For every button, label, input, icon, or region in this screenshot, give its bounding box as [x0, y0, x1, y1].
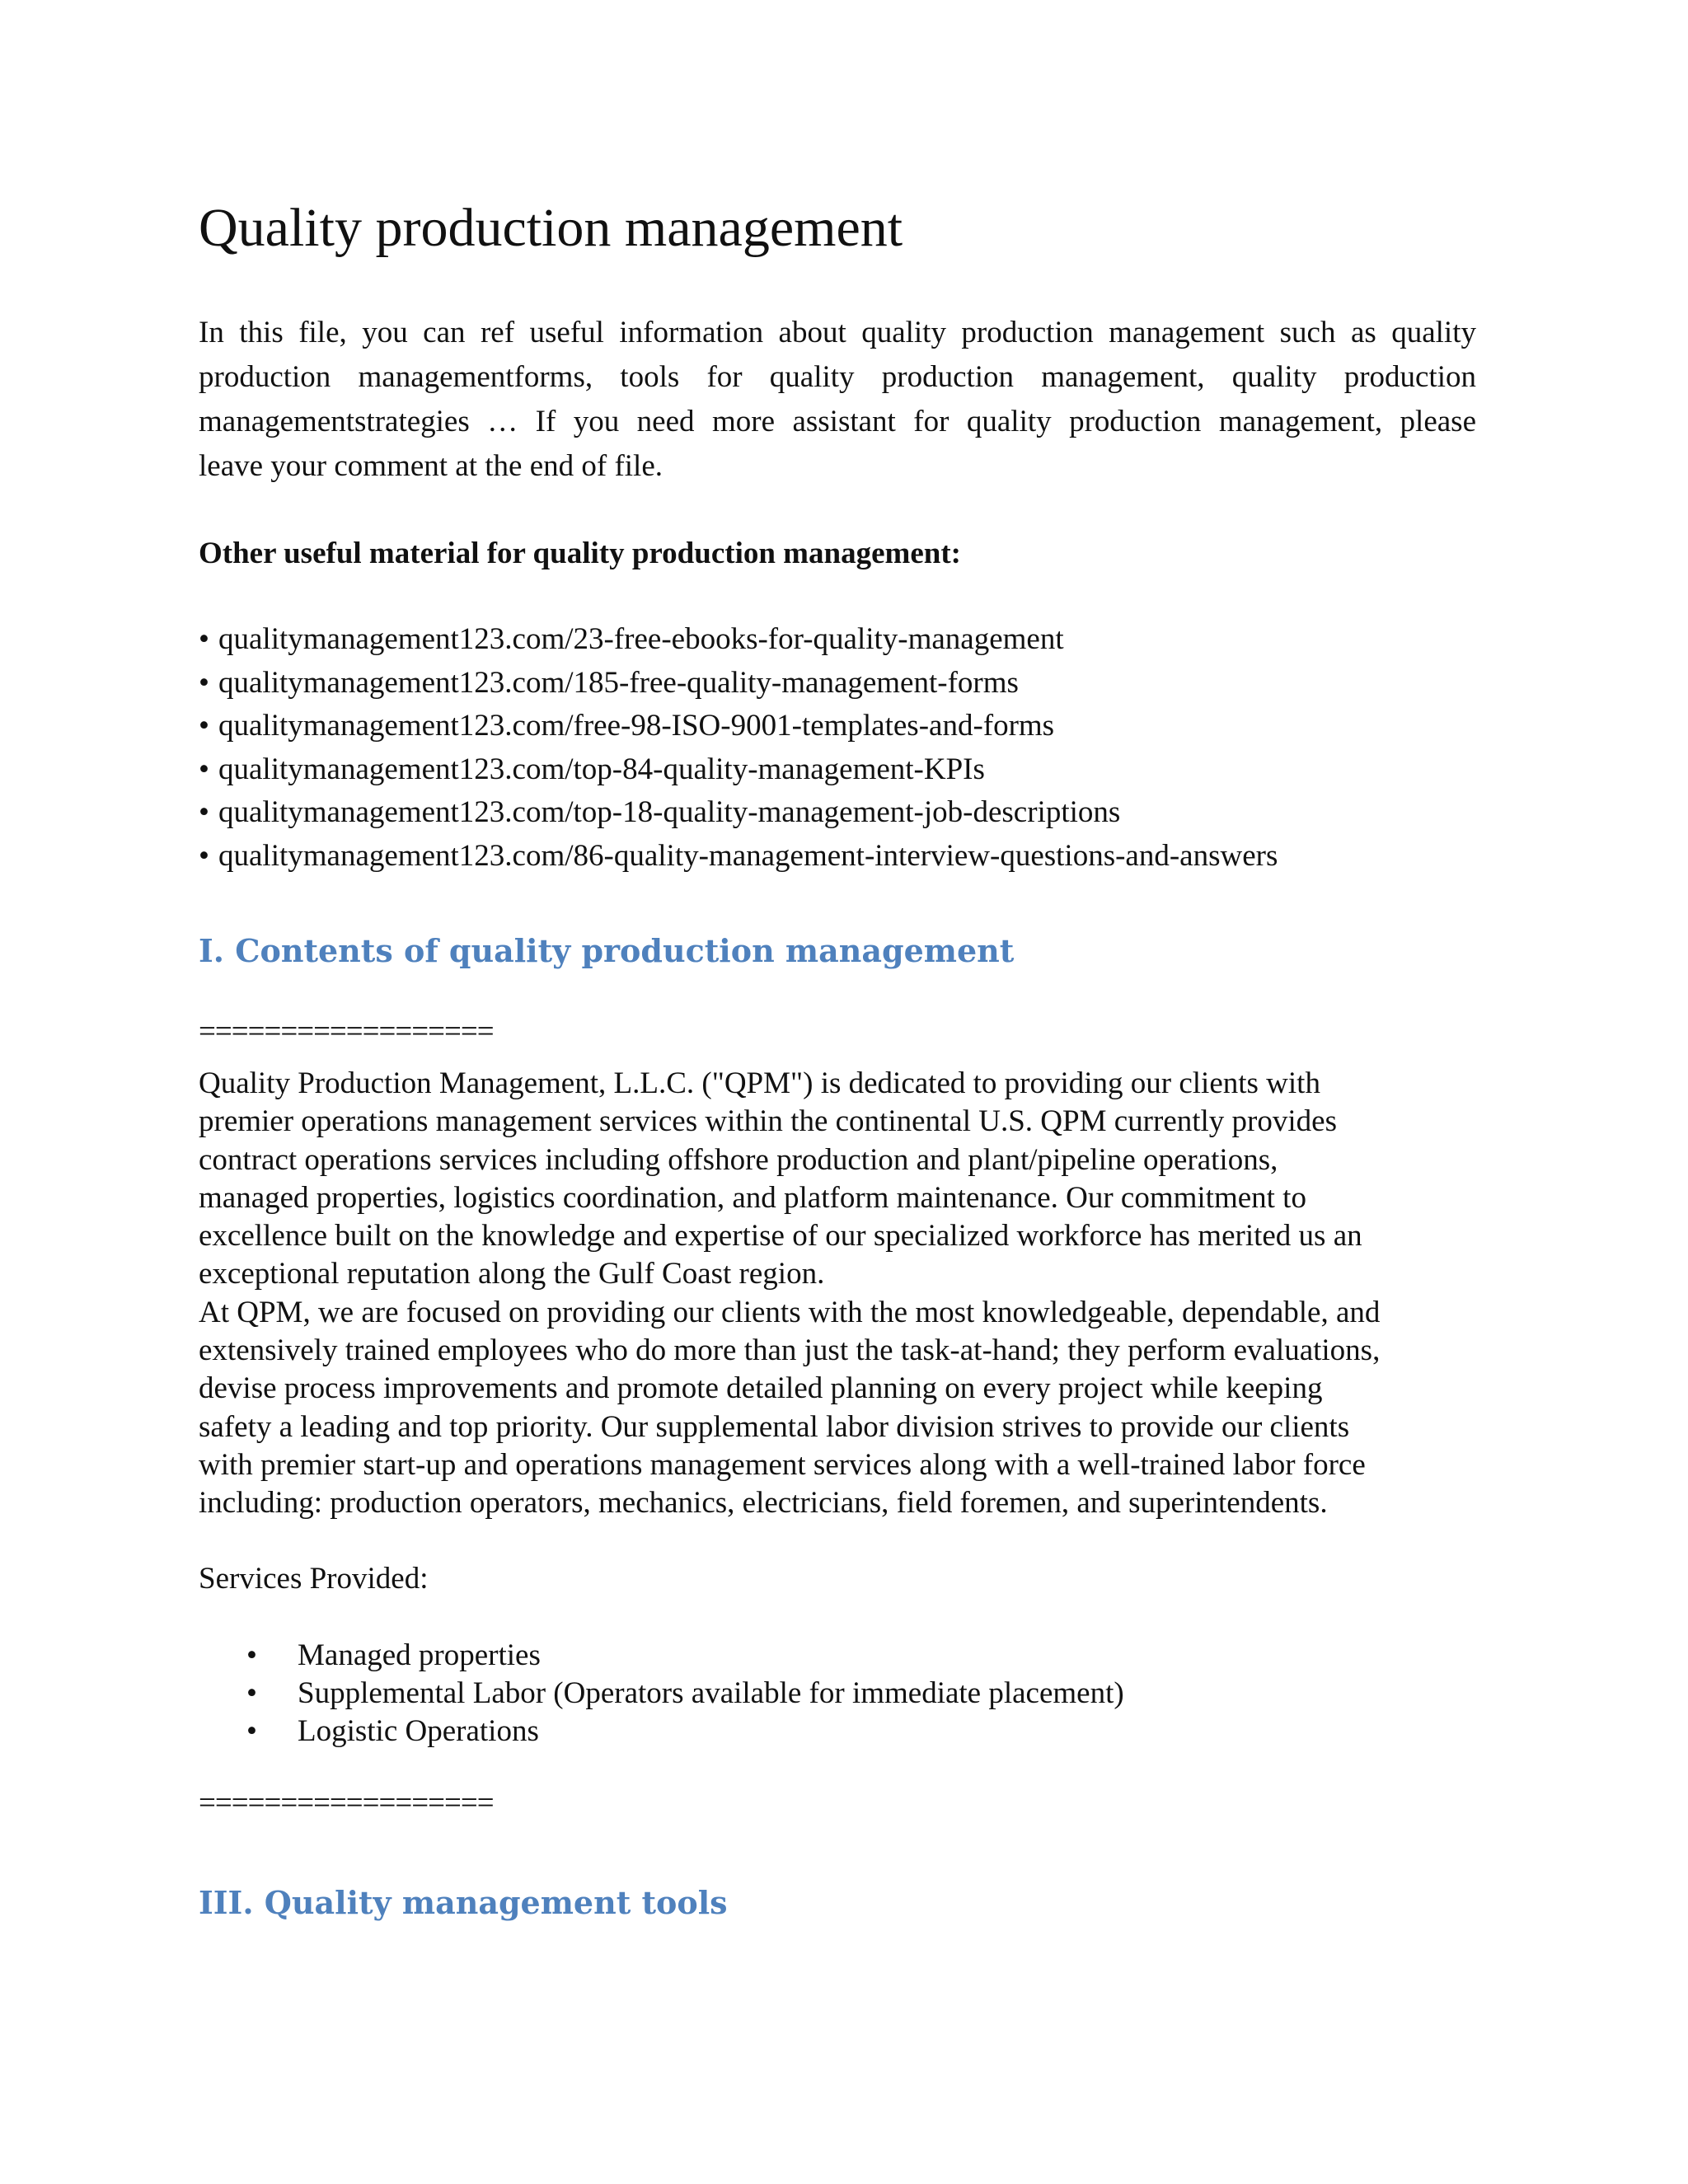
material-link-item[interactable] [199, 791, 1278, 835]
material-link-item[interactable] [199, 835, 1278, 879]
material-link[interactable]: qualitymanagement123.com/top-18-quality-management-job-descriptions [218, 795, 1121, 829]
bullet-icon: • [199, 622, 209, 656]
company-description [199, 1065, 1476, 1523]
service-item [199, 1675, 1124, 1713]
body-line: excellence built on the knowledge and expertise of our specialized workforce has merited us an [199, 1219, 1362, 1254]
section-heading-contents: I. Contents of quality production management [199, 932, 1015, 969]
other-material-heading: Other useful material for quality production management: [199, 537, 961, 570]
separator-line: ================== [199, 1786, 494, 1820]
body-line: premier operations management services within the continental U.S. QPM currently provides [199, 1104, 1337, 1139]
body-line: including: production operators, mechanics, electricians, field foremen, and superintendents. [199, 1486, 1328, 1521]
bullet-icon: • [199, 752, 209, 786]
material-links-list [199, 618, 1278, 878]
page-title: Quality production management [199, 198, 903, 258]
intro-line: In this file, you can ref useful information about quality production management such as quality [199, 316, 1476, 349]
services-list [199, 1637, 1124, 1750]
bullet-icon: • [199, 665, 209, 700]
bullet-icon: • [246, 1714, 257, 1748]
material-link[interactable]: qualitymanagement123.com/185-free-quality-management-forms [218, 665, 1019, 700]
material-link[interactable]: qualitymanagement123.com/23-free-ebooks-for-quality-management [218, 622, 1064, 656]
body-line: At QPM, we are focused on providing our clients with the most knowledgeable, dependable, and [199, 1295, 1381, 1329]
separator-line: ================== [199, 1015, 494, 1048]
service-item [199, 1637, 1124, 1675]
body-line: extensively trained employees who do more than just the task-at-hand; they perform evaluations, [199, 1333, 1381, 1368]
intro-line: leave your comment at the end of file. [199, 449, 663, 483]
bullet-icon: • [199, 709, 209, 743]
body-line: safety a leading and top priority. Our supplemental labor division strives to provide our clients [199, 1409, 1350, 1444]
body-line: managed properties, logistics coordination, and platform maintenance. Our commitment to [199, 1180, 1306, 1215]
body-line: devise process improvements and promote detailed planning on every project while keeping [199, 1371, 1323, 1406]
services-label: Services Provided: [199, 1562, 429, 1596]
service-item [199, 1713, 1124, 1750]
body-line: contract operations services including offshore production and plant/pipeline operations, [199, 1142, 1278, 1177]
section-heading-tools: III. Quality management tools [199, 1884, 728, 1921]
bullet-icon: • [246, 1638, 257, 1672]
material-link-item[interactable] [199, 705, 1278, 748]
service-label: Supplemental Labor (Operators available for immediate placement) [298, 1676, 1124, 1710]
body-line: with premier start-up and operations management services along with a well-trained labor force [199, 1447, 1366, 1482]
material-link[interactable]: qualitymanagement123.com/free-98-ISO-9001-templates-and-forms [218, 709, 1055, 743]
bullet-icon: • [246, 1676, 257, 1710]
material-link[interactable]: qualitymanagement123.com/top-84-quality-management-KPIs [218, 752, 985, 786]
service-label: Managed properties [298, 1638, 541, 1672]
material-link-item[interactable] [199, 662, 1278, 705]
intro-line: production managementforms, tools for quality production management, quality production [199, 360, 1476, 394]
material-link[interactable]: qualitymanagement123.com/86-quality-management-interview-questions-and-answers [218, 838, 1278, 873]
intro-paragraph [199, 311, 1476, 489]
intro-line: managementstrategies … If you need more assistant for quality production management, please [199, 405, 1476, 438]
service-label: Logistic Operations [298, 1714, 539, 1748]
body-line: Quality Production Management, L.L.C. ("QPM") is dedicated to providing our clients with [199, 1066, 1320, 1100]
material-link-item[interactable] [199, 618, 1278, 662]
material-link-item[interactable] [199, 748, 1278, 792]
bullet-icon: • [199, 838, 209, 873]
body-line: exceptional reputation along the Gulf Coast region. [199, 1257, 825, 1291]
bullet-icon: • [199, 795, 209, 829]
